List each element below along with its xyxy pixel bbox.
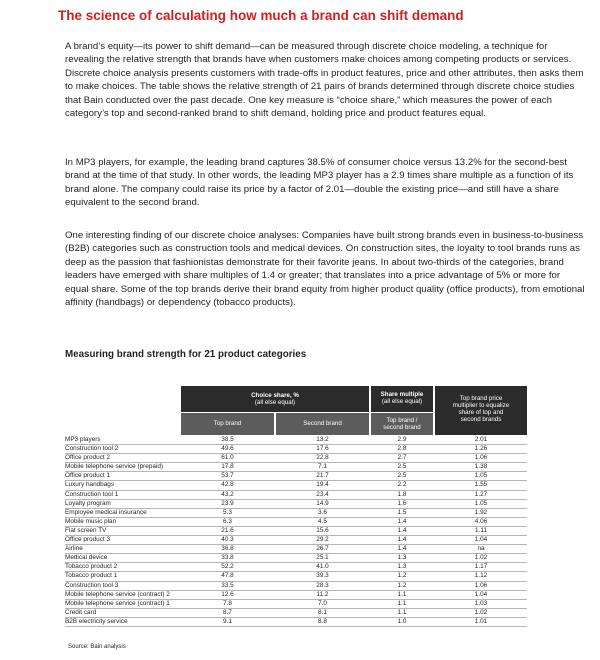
table-row xyxy=(65,618,527,627)
paragraph-mp3-example: In MP3 players, for example, the leading brand captures 38.5% of consumer choice versus 13.2% for the second-best brand at the time of that study. In other words, the leading MP3 player has a 2.9 times share multiple as a function of its brand alone. The company could raise its price by a factor of 2.01—double the existing price—and still have a share equivalent to the second brand. xyxy=(65,157,574,209)
row-price-multiplier: 1.05 xyxy=(474,499,488,507)
row-share-multiple: 1.8 xyxy=(397,490,407,498)
header-top-brand xyxy=(181,413,274,435)
table-row xyxy=(65,609,527,618)
table-row xyxy=(65,500,527,509)
row-price-multiplier: 1.06 xyxy=(474,581,488,589)
row-top-brand-share: 47.8 xyxy=(221,572,234,580)
row-top-brand-share: 17.8 xyxy=(221,463,234,471)
table-row xyxy=(65,518,527,527)
row-share-multiple: 2.2 xyxy=(397,481,407,489)
row-price-multiplier: 1.92 xyxy=(474,508,488,516)
row-price-multiplier: 1.04 xyxy=(474,536,488,544)
row-top-brand-share: 52.2 xyxy=(221,563,234,571)
row-second-brand-share: 7.1 xyxy=(318,463,327,471)
row-share-multiple: 1.4 xyxy=(397,517,407,525)
row-price-multiplier: 1.26 xyxy=(474,445,488,453)
header-top-second-ratio xyxy=(371,413,433,435)
row-price-multiplier: 1.17 xyxy=(474,563,488,571)
row-price-multiplier: 1.05 xyxy=(474,472,488,480)
row-category: Office product 3 xyxy=(65,536,110,544)
table-row xyxy=(65,527,527,536)
row-category: Office product 2 xyxy=(65,454,110,462)
row-category: Medical device xyxy=(65,554,108,562)
row-category: Luxury handbags xyxy=(65,481,115,489)
row-price-multiplier: 1.27 xyxy=(474,490,488,498)
row-top-brand-share: 49.6 xyxy=(221,445,234,453)
header-share-multiple-label: Share multiple xyxy=(380,391,424,398)
row-second-brand-share: 17.6 xyxy=(316,445,329,453)
row-price-multiplier: 1.04 xyxy=(474,590,488,598)
header-price-multiplier-label: Top brand price multiplier to equalize share of top and second brands xyxy=(452,395,510,423)
table-row xyxy=(65,454,527,463)
row-top-brand-share: 42.8 xyxy=(221,481,234,489)
row-top-brand-share: 38.5 xyxy=(221,436,234,443)
row-top-brand-share: 61.0 xyxy=(221,454,234,462)
row-category: Employee medical insurance xyxy=(65,508,147,516)
row-price-multiplier: 4.06 xyxy=(474,517,488,525)
row-share-multiple: 1.1 xyxy=(397,599,407,607)
row-share-multiple: 1.1 xyxy=(397,590,407,598)
row-second-brand-share: 11.2 xyxy=(316,590,329,598)
row-second-brand-share: 7.0 xyxy=(318,599,327,607)
row-share-multiple: 1.6 xyxy=(397,499,407,507)
row-top-brand-share: 9.1 xyxy=(223,617,232,625)
row-share-multiple: 1.3 xyxy=(397,563,407,571)
row-share-multiple: 1.4 xyxy=(397,536,407,544)
row-category: Mobile telephone service (contract) 1 xyxy=(65,599,170,607)
paragraph-intro: A brand’s equity—its power to shift demand—can be measured through discrete choice modeling, a technique for revealing the relative strength that brands have when customers make choices among competing products or services. Discrete choice analysis presents customers with trade-offs in product features, price and other attributes, then asks them to make choices. The table shows the relative strength of 21 pairs of brands determined through discrete choice studies that Bain conducted over the past decade. One key measure is “choice share,” which measures the power of each category’s top and second-ranked brand to shift demand, holding price and product features equal. xyxy=(65,41,584,120)
row-top-brand-share: 6.3 xyxy=(223,517,232,525)
table-row xyxy=(65,563,527,572)
brand-strength-table xyxy=(65,436,527,627)
header-second-brand xyxy=(276,413,369,435)
row-category: Airline xyxy=(65,545,83,553)
row-share-multiple: 1.4 xyxy=(397,545,407,553)
row-share-multiple: 2.5 xyxy=(397,463,407,471)
row-category: B2B electricity service xyxy=(65,617,128,625)
row-category: Tobacco product 2 xyxy=(65,563,118,571)
row-top-brand-share: 36.8 xyxy=(221,545,234,553)
row-price-multiplier: 1.02 xyxy=(474,608,488,616)
row-price-multiplier: 2.01 xyxy=(474,436,488,443)
row-category: Mobile telephone service (prepaid) xyxy=(65,463,164,471)
row-price-multiplier: 1.02 xyxy=(474,554,488,562)
paragraph-findings: One interesting finding of our discrete choice analyses: Companies have built strong brands even in business-to-business (B2B) categories such as construction tools and medical devices. On construction sites, the loyalty to tool brands runs as deep as the passion that fashionistas demonstrate for their favorite jeans. In about two-thirds of the categories, brand leaders have emerged with share multiples of 1.4 or greater; that translates into a price advantage of 5% or more for equal share. Some of the top brands derive their brand equity from higher product quality (office products), from emotional affinity (handbags) or dependency (tobacco products). xyxy=(65,230,585,309)
row-share-multiple: 1.5 xyxy=(397,508,407,516)
row-category: Office product 1 xyxy=(65,472,110,480)
row-second-brand-share: 39.3 xyxy=(316,572,329,580)
row-second-brand-share: 29.2 xyxy=(316,536,329,544)
row-category: Construction tool 1 xyxy=(65,490,119,498)
row-second-brand-share: 41.0 xyxy=(316,563,329,571)
row-category: Loyalty program xyxy=(65,499,111,507)
row-second-brand-share: 28.3 xyxy=(316,581,329,589)
row-top-brand-share: 21.6 xyxy=(221,526,234,534)
row-second-brand-share: 15.6 xyxy=(316,526,329,534)
header-price-multiplier xyxy=(435,386,527,435)
row-second-brand-share: 19.4 xyxy=(316,481,329,489)
row-share-multiple: 1.1 xyxy=(397,608,407,616)
row-top-brand-share: 33.5 xyxy=(221,581,234,589)
table-row xyxy=(65,445,527,454)
table-row xyxy=(65,481,527,490)
row-category: Mobile music plan xyxy=(65,517,117,525)
row-price-multiplier: 1.01 xyxy=(474,617,488,625)
table-row xyxy=(65,554,527,563)
source-note: Source: Bain analysis xyxy=(68,644,126,650)
header-top-brand-label: Top brand xyxy=(213,420,242,427)
table-row xyxy=(65,572,527,581)
row-category: Mobile telephone service (contract) 2 xyxy=(65,590,170,598)
header-second-brand-label: Second brand xyxy=(303,420,342,427)
row-top-brand-share: 43.2 xyxy=(221,490,234,498)
header-share-multiple xyxy=(371,386,433,412)
row-second-brand-share: 13.2 xyxy=(316,436,329,443)
row-category: Construction tool 2 xyxy=(65,445,119,453)
row-top-brand-share: 40.3 xyxy=(221,536,234,544)
table-row xyxy=(65,591,527,600)
row-price-multiplier: na xyxy=(477,545,485,553)
row-second-brand-share: 25.1 xyxy=(316,554,329,562)
row-category: Tobacco product 1 xyxy=(65,572,118,580)
row-category: Construction tool 3 xyxy=(65,581,119,589)
table-row xyxy=(65,600,527,609)
row-second-brand-share: 21.7 xyxy=(316,472,329,480)
row-price-multiplier: 1.06 xyxy=(474,454,488,462)
table-row xyxy=(65,582,527,591)
header-choice-share-label: Choice share, % xyxy=(251,392,299,399)
row-second-brand-share: 3.6 xyxy=(318,508,327,516)
row-second-brand-share: 14.9 xyxy=(316,499,329,507)
header-share-multiple-sub: (all else equal) xyxy=(381,398,423,405)
row-price-multiplier: 1.03 xyxy=(474,599,488,607)
row-share-multiple: 1.3 xyxy=(397,554,407,562)
table-row xyxy=(65,509,527,518)
row-share-multiple: 2.8 xyxy=(397,445,407,453)
row-second-brand-share: 23.4 xyxy=(316,490,329,498)
row-second-brand-share: 26.7 xyxy=(316,545,329,553)
row-share-multiple: 1.4 xyxy=(397,526,407,534)
row-top-brand-share: 8.7 xyxy=(223,608,232,616)
page-title: The science of calculating how much a brand can shift demand xyxy=(58,8,464,23)
table-row xyxy=(65,545,527,554)
row-price-multiplier: 1.12 xyxy=(474,572,488,580)
row-category: Credit card xyxy=(65,608,97,616)
header-top-second-label: Top brand / second brand xyxy=(383,417,421,431)
table-title: Measuring brand strength for 21 product categories xyxy=(65,349,307,360)
row-category: MP3 players xyxy=(65,436,101,443)
row-second-brand-share: 22.8 xyxy=(316,454,329,462)
row-price-multiplier: 1.38 xyxy=(474,463,488,471)
row-top-brand-share: 23.9 xyxy=(221,499,234,507)
header-choice-share-sub: (all else equal) xyxy=(254,399,296,406)
row-price-multiplier: 1.11 xyxy=(475,526,487,534)
table-row xyxy=(65,463,527,472)
row-share-multiple: 1.2 xyxy=(397,581,407,589)
header-choice-share xyxy=(181,386,369,412)
table-row xyxy=(65,536,527,545)
row-top-brand-share: 7.8 xyxy=(223,599,232,607)
table-row xyxy=(65,436,527,445)
table-row xyxy=(65,491,527,500)
row-top-brand-share: 12.6 xyxy=(221,590,234,598)
row-price-multiplier: 1.55 xyxy=(474,481,488,489)
row-share-multiple: 2.9 xyxy=(397,436,407,443)
row-top-brand-share: 33.8 xyxy=(221,554,234,562)
row-second-brand-share: 4.5 xyxy=(318,517,327,525)
row-category: Flat screen TV xyxy=(65,526,107,534)
row-top-brand-share: 5.3 xyxy=(223,508,232,516)
row-share-multiple: 1.0 xyxy=(397,617,407,625)
row-second-brand-share: 8.8 xyxy=(318,617,327,625)
row-share-multiple: 2.5 xyxy=(397,472,407,480)
row-top-brand-share: 53.7 xyxy=(221,472,234,480)
row-share-multiple: 2.7 xyxy=(397,454,407,462)
row-share-multiple: 1.2 xyxy=(397,572,407,580)
row-second-brand-share: 8.1 xyxy=(318,608,327,616)
table-row xyxy=(65,472,527,481)
